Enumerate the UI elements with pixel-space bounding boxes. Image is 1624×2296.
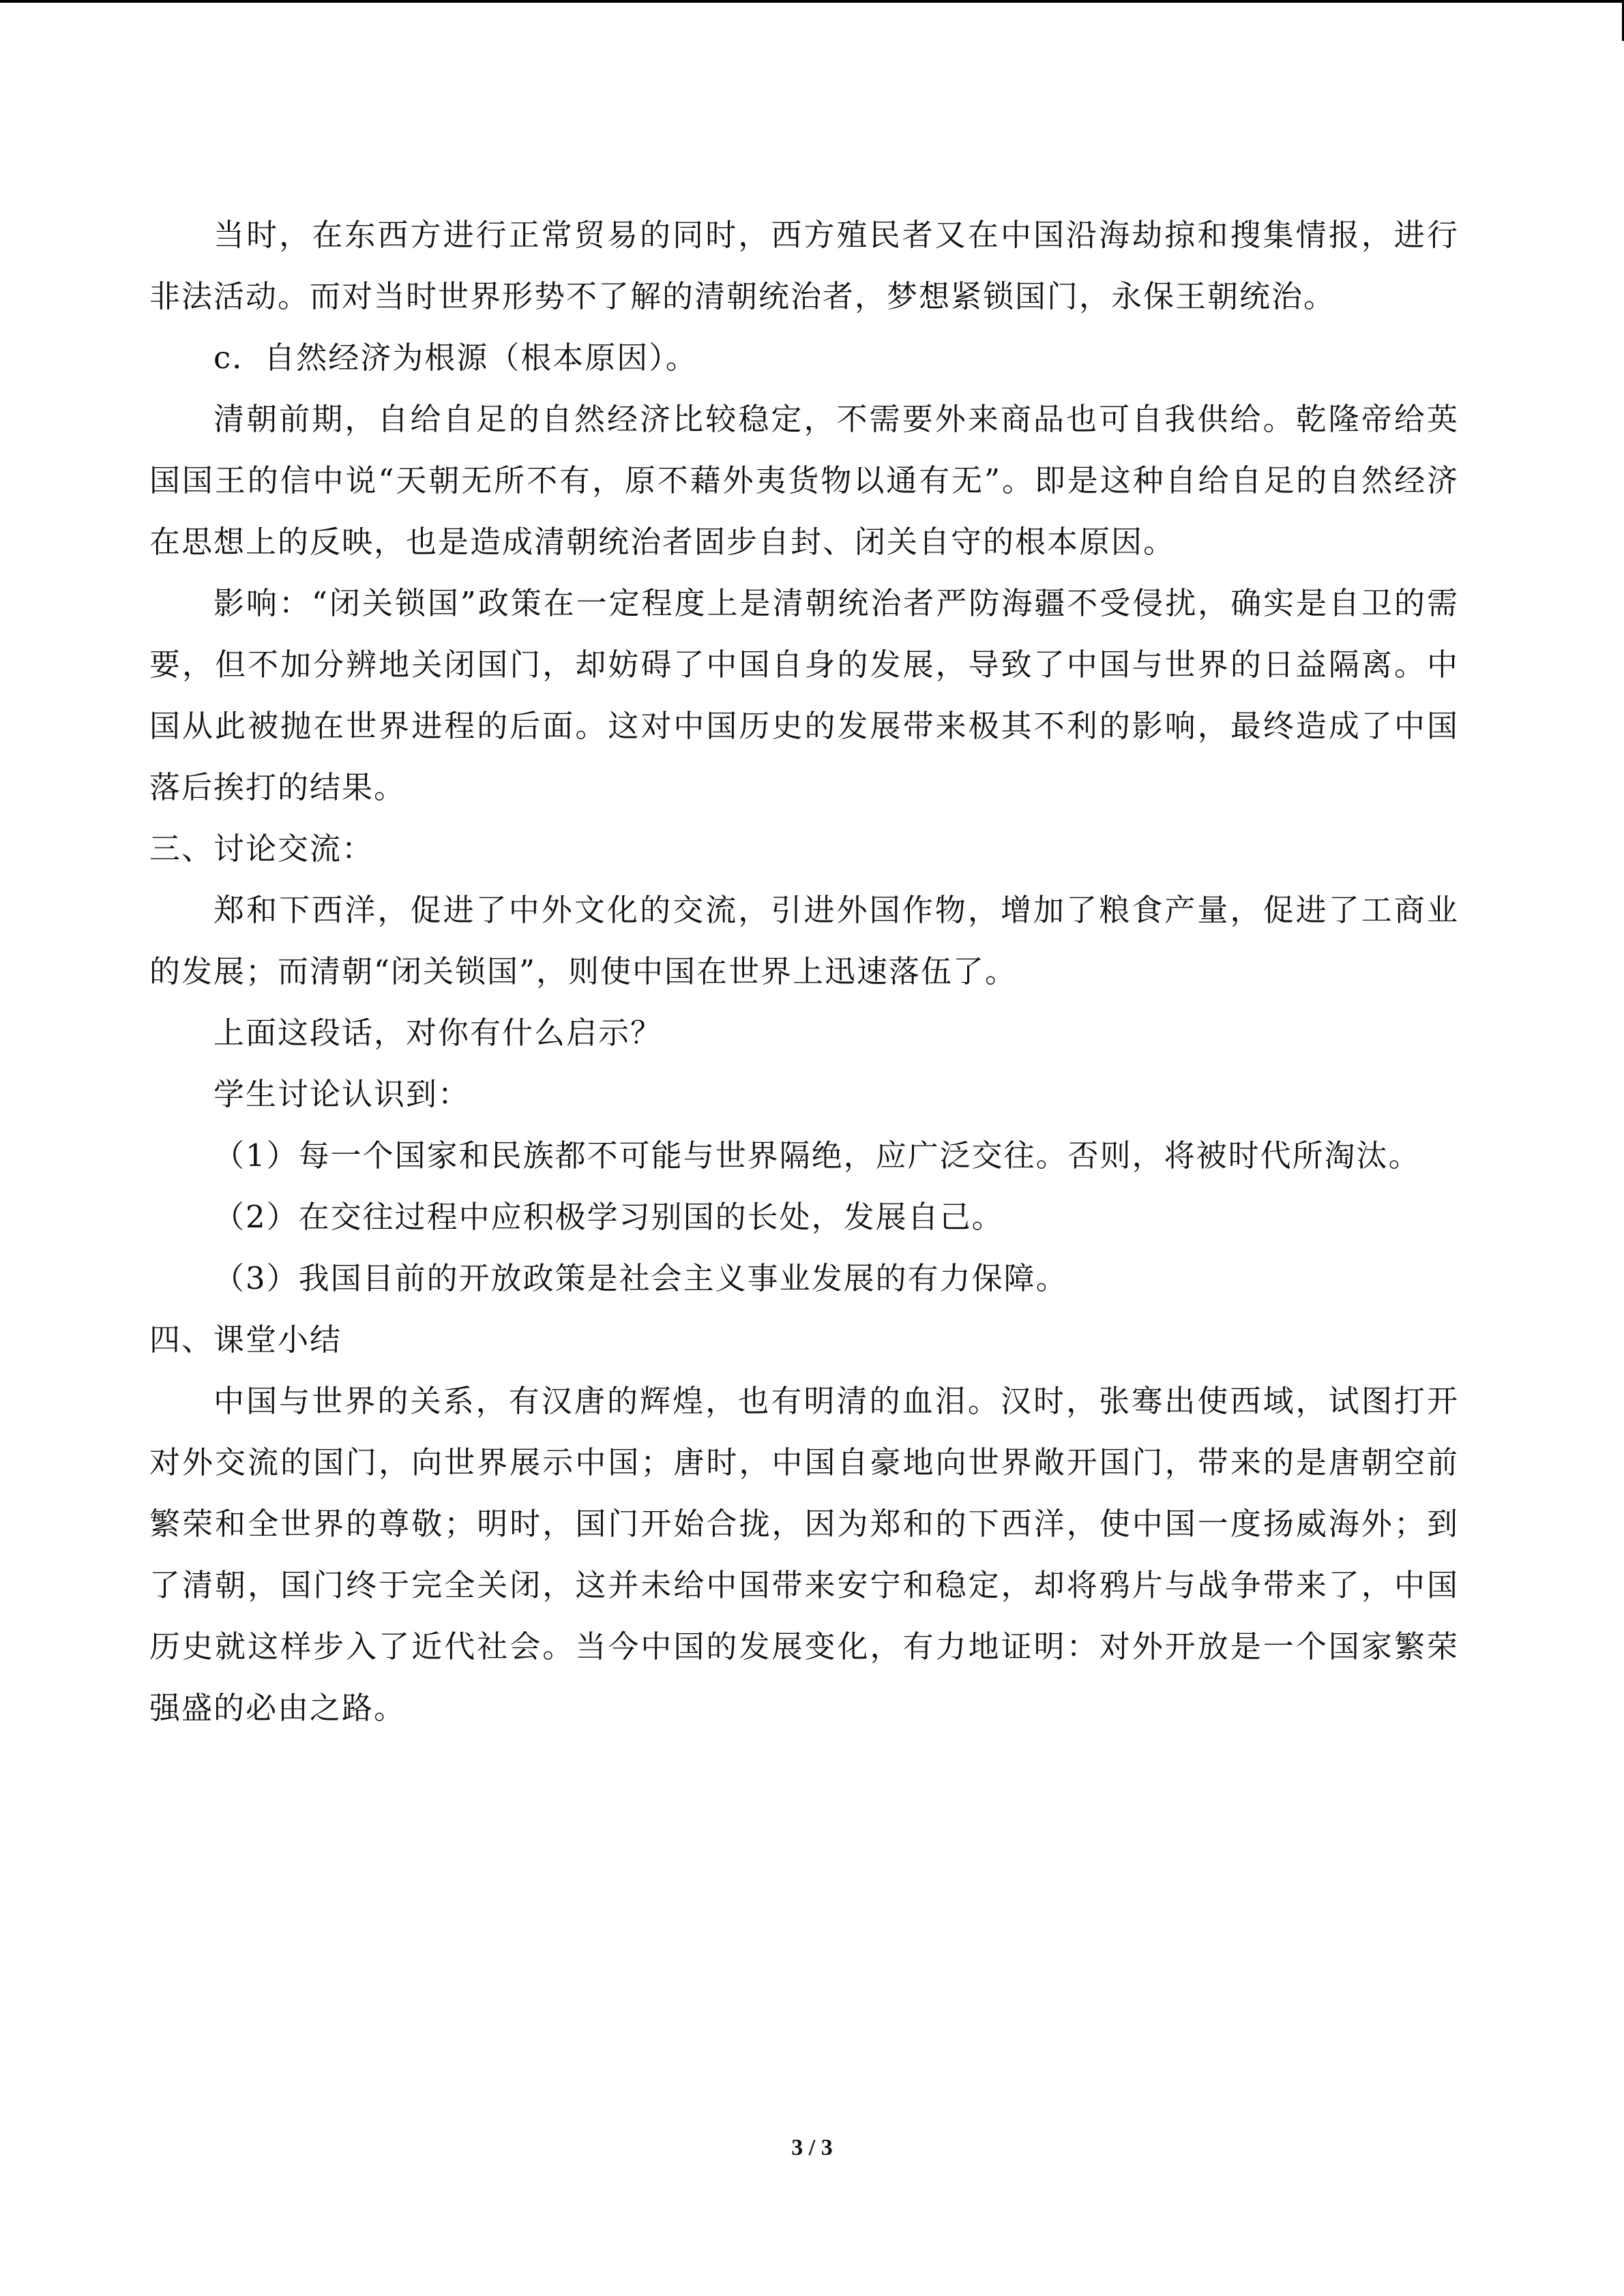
- list-item-3: （3）我国目前的开放政策是社会主义事业发展的有力保障。: [213, 1260, 1068, 1296]
- paragraph-impact: 影响：“闭关锁国”政策在一定程度上是清朝统治者严防海疆不受侵扰，确实是自卫的需要，但不加分辨地关闭国门，却妨碍了中国自身的发展，导致了中国与世界的日益隔离。中国从此被抛在世界进程的后面。这对中国历史的发展带来极其不利的影响，最终造成了中国落后挨打的结果。: [149, 585, 1459, 805]
- list-item-2: （2）在交往过程中应积极学习别国的长处，发展自己。: [213, 1199, 1004, 1235]
- paragraph-question: 上面这段话，对你有什么启示？: [213, 1015, 663, 1051]
- section-heading-summary: 四、课堂小结: [149, 1322, 342, 1358]
- section-heading-discussion: 三、讨论交流：: [149, 831, 374, 867]
- list-item-1: （1）每一个国家和民族都不可能与世界隔绝，应广泛交往。否则，将被时代所淘汰。: [213, 1137, 1421, 1174]
- paragraph-natural-economy-title: c．自然经济为根源（根本原因）。: [213, 340, 698, 376]
- document-body: [149, 205, 1459, 1739]
- paragraph-trade-context: 当时，在东西方进行正常贸易的同时，西方殖民者又在中国沿海劫掠和搜集情报，进行非法活动。而对当时世界形势不了解的清朝统治者，梦想紧锁国门，永保王朝统治。: [149, 217, 1459, 314]
- paragraph-zhenghe: 郑和下西洋，促进了中外文化的交流，引进外国作物，增加了粮食产量，促进了工商业的发展；而清朝“闭关锁国”，则使中国在世界上迅速落伍了。: [149, 892, 1459, 989]
- paragraph-summary: 中国与世界的关系，有汉唐的辉煌，也有明清的血泪。汉时，张骞出使西域，试图打开对外交流的国门，向世界展示中国；唐时，中国自豪地向世界敞开国门，带来的是唐朝空前繁荣和全世界的尊敬；明时，国门开始合拢，因为郑和的下西洋，使中国一度扬威海外；到了清朝，国门终于完全关闭，这并未给中国带来安宁和稳定，却将鸦片与战争带来了，中国历史就这样步入了近代社会。当今中国的发展变化，有力地证明：对外开放是一个国家繁荣强盛的必由之路。: [149, 1383, 1459, 1726]
- paragraph-natural-economy: 清朝前期，自给自足的自然经济比较稳定，不需要外来商品也可自我供给。乾隆帝给英国国王的信中说“天朝无所不有，原不藉外夷货物以通有无”。即是这种自给自足的自然经济在思想上的反映，也是造成清朝统治者固步自封、闭关自守的根本原因。: [149, 401, 1459, 560]
- paragraph-students-realize: 学生讨论认识到：: [213, 1076, 471, 1112]
- page-number: 3 / 3: [791, 2135, 833, 2160]
- page-top-border: [0, 0, 1624, 3]
